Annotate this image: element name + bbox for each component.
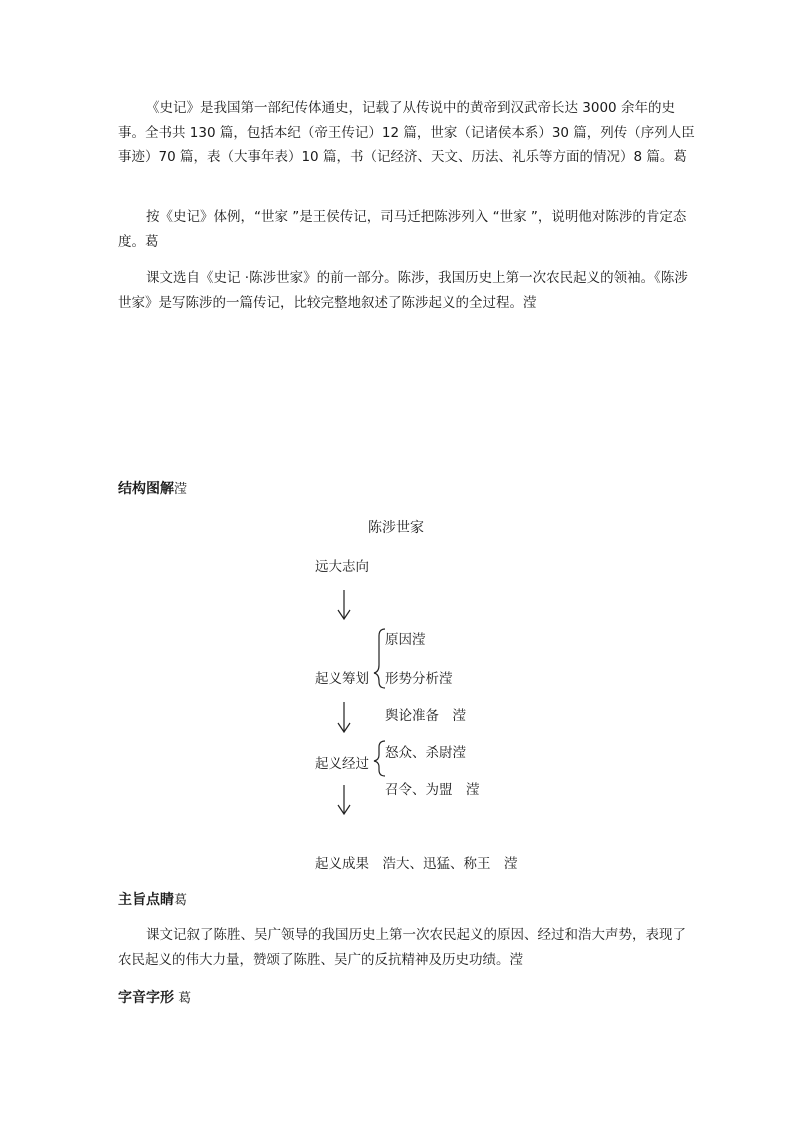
structure-heading-tail: 滢 (174, 482, 188, 497)
process-alliance: 召令、为盟 滢 (385, 782, 480, 798)
planning-reason: 原因滢 (385, 632, 426, 648)
diagram-step-process: 起义经过 (315, 756, 369, 772)
pronunciation-heading-text: 字音字形 (118, 990, 174, 1006)
planning-situation: 形势分析滢 (385, 671, 453, 687)
intro-paragraph-3: 课文选自《史记 ·陈涉世家》的前一部分。陈涉，我国历史上第一次农民起义的领袖。《陈涉世家》是写陈涉的一篇传记，比较完整地叙述了陈涉起义的全过程。滢 (118, 270, 688, 311)
structure-heading-text: 结构图解 (118, 481, 174, 497)
brace-process (374, 741, 385, 776)
brace-planning (374, 629, 385, 688)
diagram-step-planning: 起义筹划 (315, 671, 369, 687)
process-anger: 怒众、杀尉滢 (385, 745, 466, 761)
planning-opinion: 舆论准备 滢 (385, 708, 466, 724)
diagram-title: 陈涉世家 (368, 520, 424, 536)
theme-heading-tail: 葛 (174, 893, 188, 908)
pronunciation-heading-tail: 葛 (174, 991, 192, 1006)
theme-heading-text: 主旨点睛 (118, 892, 174, 908)
diagram-step-ambition: 远大志向 (315, 559, 369, 575)
intro-paragraph-2: 按《史记》体例，“世家 ”是王侯传记，司马迁把陈涉列入 “世家 ”，说明他对陈涉的肯定态度。葛 (118, 209, 687, 250)
diagram-step-result: 起义成果 浩大、迅猛、称王 滢 (315, 856, 518, 872)
theme-paragraph: 课文记叙了陈胜、吴广领导的我国历史上第一次农民起义的原因、经过和浩大声势，表现了农民起义的伟大力量，赞颂了陈胜、吴广的反抗精神及历史功绩。滢 (118, 927, 686, 968)
pronunciation-heading (118, 987, 191, 1007)
intro-paragraph-1: 《史记》是我国第一部纪传体通史，记载了从传说中的黄帝到汉武帝长达 3000 余年的史事。全书共 130 篇，包括本纪（帝王传记）12 篇，世家（记诸侯本系）30 篇，列传（序列人臣事迹）70 篇，表（大事年表）10 篇，书（记经济、天文、历法、礼乐等方面的情况）8 篇。葛 (118, 100, 695, 165)
theme-heading (118, 889, 187, 909)
